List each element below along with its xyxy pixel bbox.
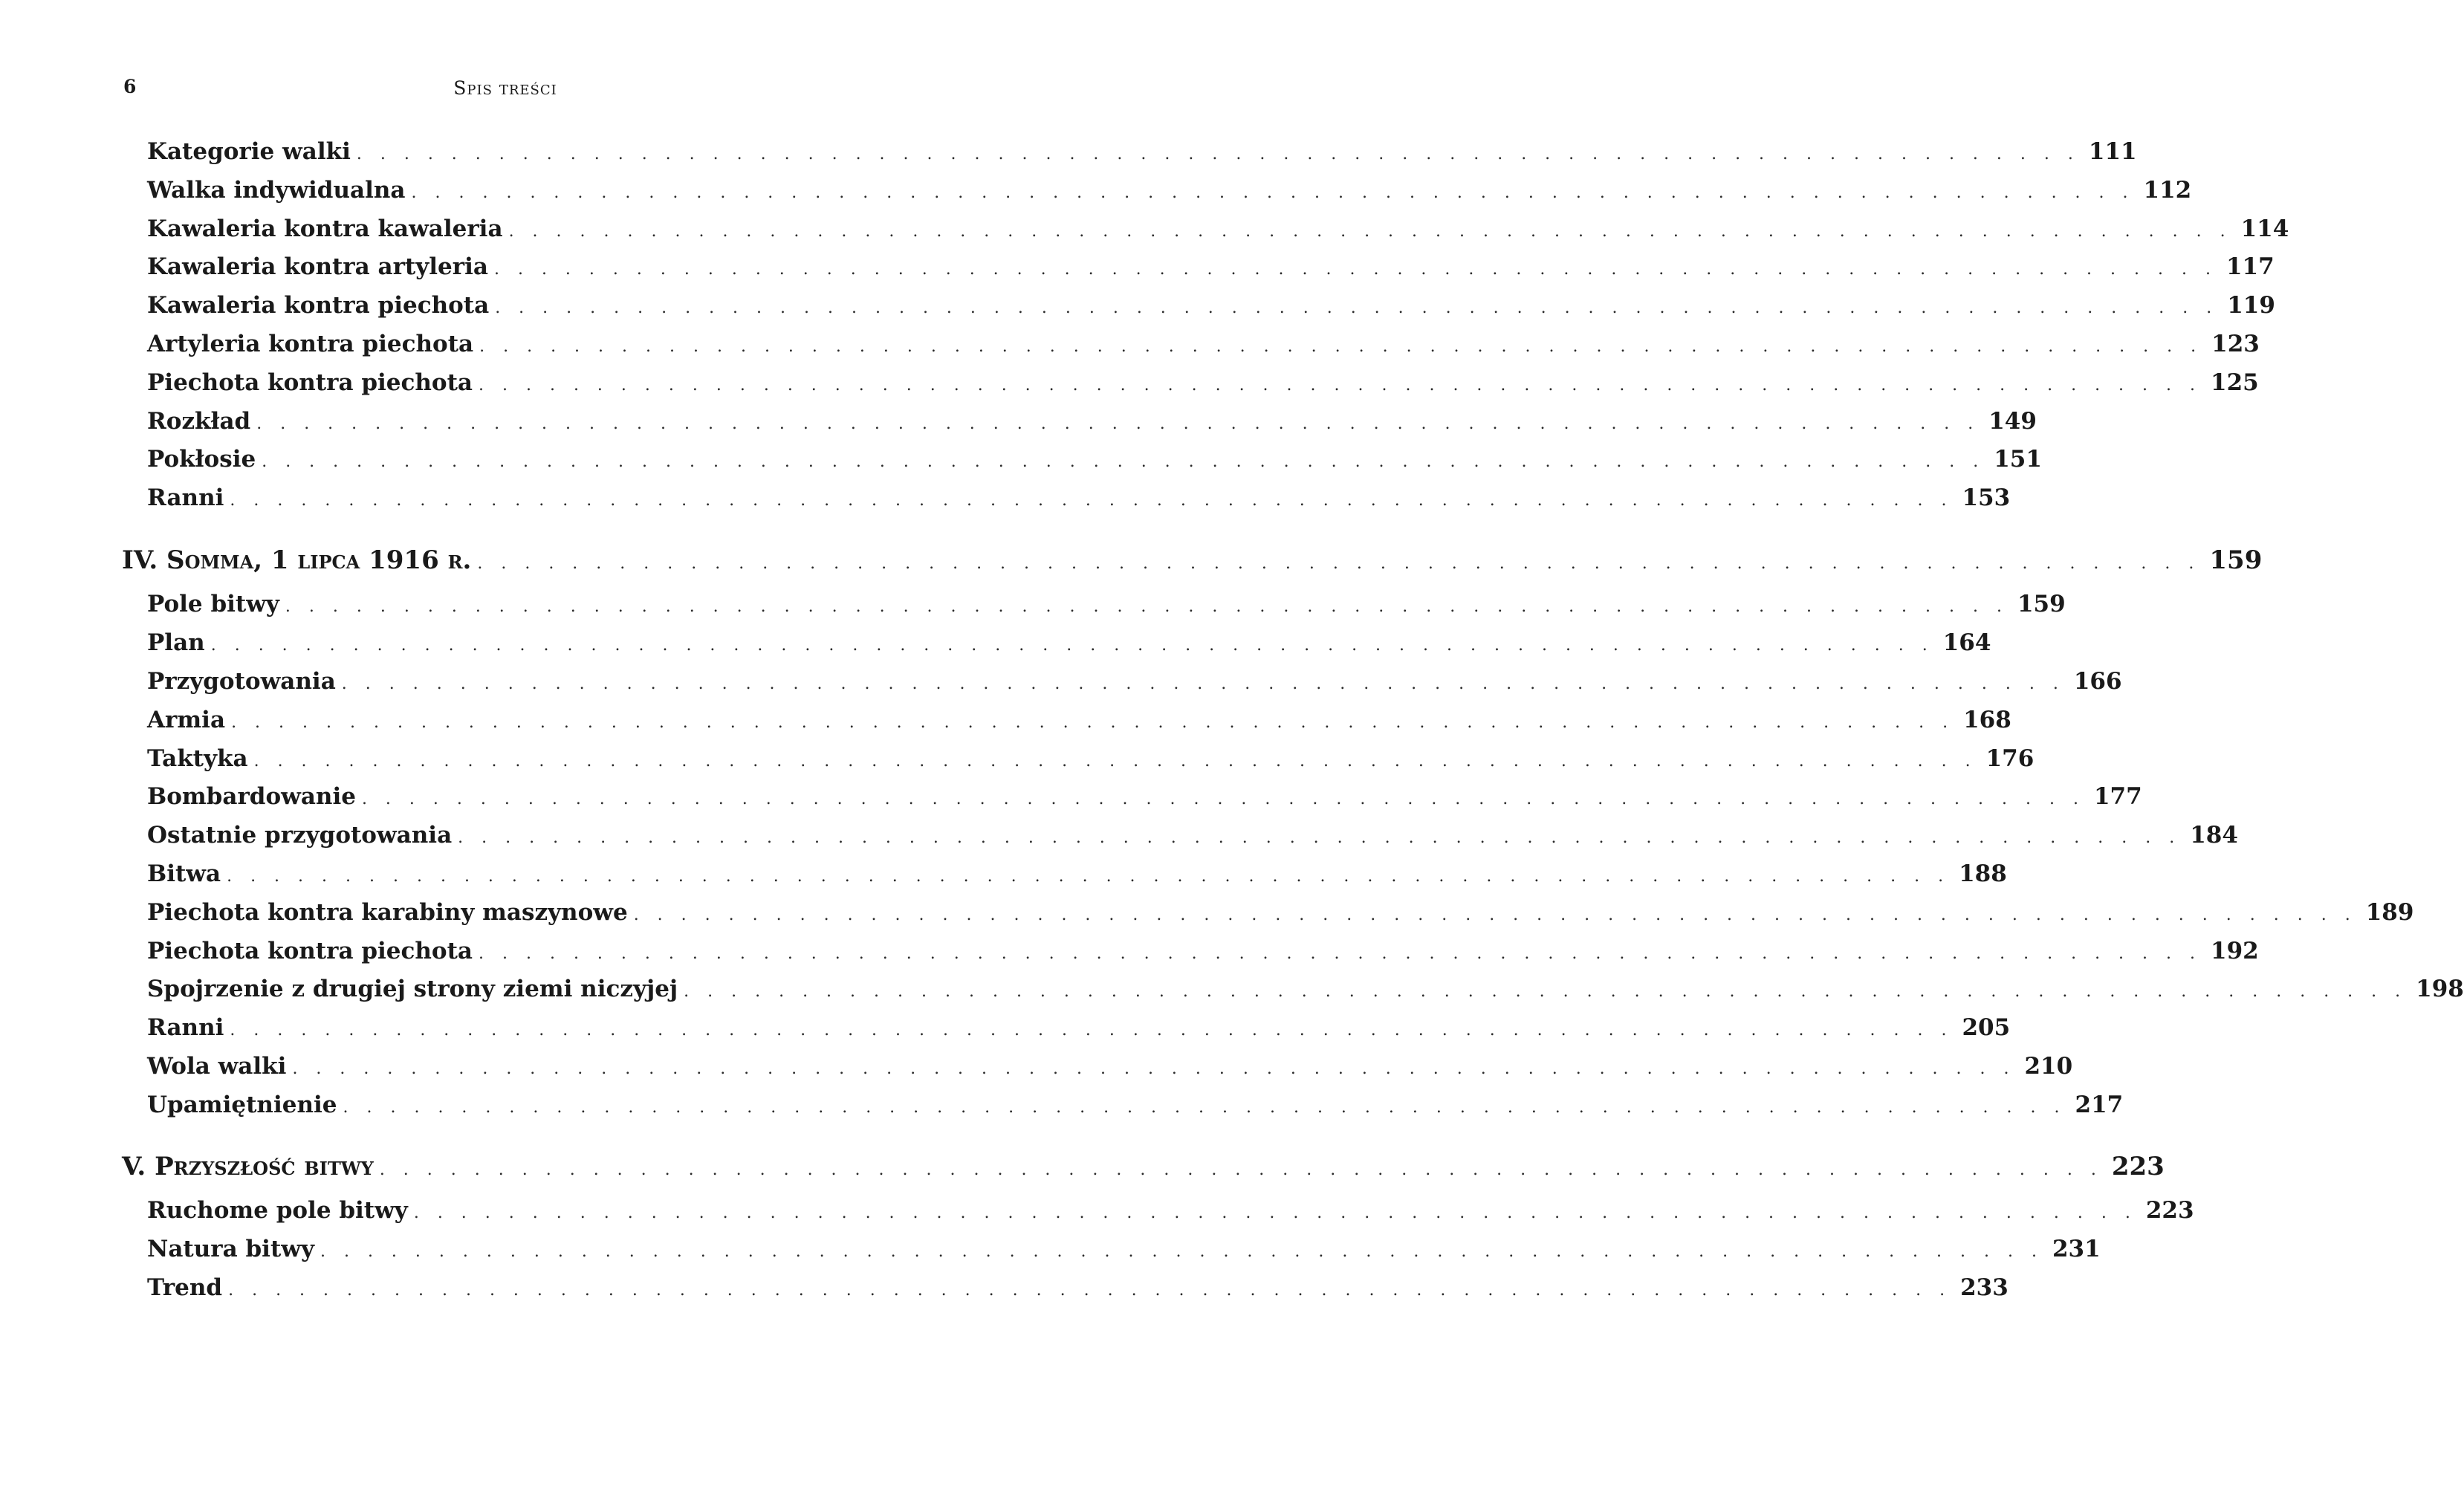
dot-leader: . . . . . . . . . . . . . . . . . . . . . . . . . . . . . . . . . . . . . . . . . . . . . . . . . . . . . . . . . . . . . . . . . . . . . . . . . bbox=[479, 944, 2202, 963]
toc-entry bbox=[147, 177, 2192, 213]
dot-leader: . . . . . . . . . . . . . . . . . . . . . . . . . . . . . . . . . . . . . . . . . . . . . . . . . . . . . . . . . . . . . . . . . . . . . . . . . bbox=[493, 260, 2217, 279]
entry-title: Trend bbox=[147, 1274, 223, 1301]
toc-entry bbox=[147, 745, 2035, 781]
dot-leader: . . . . . . . . . . . . . . . . . . . . . . . . . . . . . . . . . . . . . . . . . . . . . . . . . . . . . . . . . . . . . . . . . . . . . . . . . bbox=[262, 453, 1985, 471]
entry-page: 168 bbox=[1963, 707, 2011, 733]
entry-page: 189 bbox=[2365, 899, 2414, 926]
entry-page: 117 bbox=[2225, 253, 2275, 280]
dot-leader: . . . . . . . . . . . . . . . . . . . . . . . . . . . . . . . . . . . . . . . . . . . . . . . . . . . . . . . . . . . . . . . . . . . . . . . . . bbox=[361, 790, 2085, 808]
entry-page: 114 bbox=[2240, 215, 2289, 242]
entry-title: Piechota kontra piechota bbox=[147, 369, 473, 396]
dot-leader: . . . . . . . . . . . . . . . . . . . . . . . . . . . . . . . . . . . . . . . . . . . . . . . . . . . . . . . . . . . . . . . . . . . . . . . . . bbox=[477, 554, 2201, 573]
toc-entry bbox=[147, 860, 2007, 896]
dot-leader: . . . . . . . . . . . . . . . . . . . . . . . . . . . . . . . . . . . . . . . . . . . . . . . . . . . . . . . . . . . . . . . . . . . . . . . . . bbox=[479, 337, 2203, 356]
dot-leader: . . . . . . . . . . . . . . . . . . . . . . . . . . . . . . . . . . . . . . . . . . . . . . . . . . . . . . . . . . . . . . . . . . . . . . . . . bbox=[320, 1242, 2043, 1261]
toc-entry bbox=[147, 253, 2275, 289]
entry-title: Bombardowanie bbox=[147, 783, 356, 810]
toc-entry bbox=[147, 1274, 2009, 1310]
toc-entry bbox=[147, 1053, 2073, 1089]
entry-title: Wola walki bbox=[147, 1053, 287, 1080]
toc-entry bbox=[147, 783, 2142, 819]
entry-page: 188 bbox=[1959, 860, 2007, 887]
chapter-page: 159 bbox=[2209, 545, 2263, 575]
entry-page: 217 bbox=[2075, 1092, 2124, 1118]
entry-title: Walka indywidualna bbox=[147, 177, 406, 204]
entry-title: Ruchome pole bitwy bbox=[147, 1197, 408, 1224]
toc-entry bbox=[147, 1092, 2124, 1127]
dot-leader: . . . . . . . . . . . . . . . . . . . . . . . . . . . . . . . . . . . . . . . . . . . . . . . . . . . . . . . . . . . . . . . . . . . . . . . . . bbox=[343, 1098, 2066, 1117]
entry-page: 151 bbox=[1994, 446, 2042, 473]
dot-leader: . . . . . . . . . . . . . . . . . . . . . . . . . . . . . . . . . . . . . . . . . . . . . . . . . . . . . . . . . . . . . . . . . . . . . . . . . bbox=[256, 415, 1980, 433]
entry-title: Ostatnie przygotowania bbox=[147, 822, 453, 849]
entry-page: 233 bbox=[1960, 1274, 2009, 1301]
entry-page: 231 bbox=[2052, 1236, 2101, 1262]
dot-leader: . . . . . . . . . . . . . . . . . . . . . . . . . . . . . . . . . . . . . . . . . . . . . . . . . . . . . . . . . . . . . . . . . . . . . . . . . bbox=[210, 636, 1934, 655]
entry-title: Pokłosie bbox=[147, 446, 256, 473]
dot-leader: . . . . . . . . . . . . . . . . . . . . . . . . . . . . . . . . . . . . . . . . . . . . . . . . . . . . . . . . . . . . . . . . . . . . . . . . . bbox=[684, 982, 2408, 1001]
running-head: Spis treści bbox=[453, 77, 557, 99]
toc-entry bbox=[147, 1014, 2011, 1050]
toc-entry bbox=[147, 369, 2259, 405]
dot-leader: . . . . . . . . . . . . . . . . . . . . . . . . . . . . . . . . . . . . . . . . . . . . . . . . . . . . . . . . . . . . . . . . . . . . . . . . . bbox=[227, 867, 1951, 886]
entry-title: Artyleria kontra piechota bbox=[147, 331, 474, 357]
chapter-page: 223 bbox=[2111, 1152, 2165, 1181]
toc-entry bbox=[147, 976, 2464, 1011]
dot-leader: . . . . . . . . . . . . . . . . . . . . . . . . . . . . . . . . . . . . . . . . . . . . . . . . . . . . . . . . . . . . . . . . . . . . . . . . . bbox=[379, 1161, 2103, 1179]
entry-title: Piechota kontra piechota bbox=[147, 938, 473, 964]
toc-entry bbox=[147, 938, 2259, 973]
entry-title: Kawaleria kontra artyleria bbox=[147, 253, 488, 280]
chapter-title: IV. Somma, 1 lipca 1916 r. bbox=[122, 545, 472, 575]
entry-page: 149 bbox=[1988, 408, 2037, 435]
entry-page: 125 bbox=[2211, 369, 2259, 396]
entry-title: Armia bbox=[147, 707, 226, 733]
entry-page: 112 bbox=[2143, 177, 2192, 204]
toc-entry bbox=[147, 138, 2137, 174]
toc-entry bbox=[147, 408, 2037, 444]
entry-title: Spojrzenie z drugiej strony ziemi niczyjej bbox=[147, 976, 678, 1002]
toc-entry bbox=[147, 484, 2011, 520]
entry-title: Kategorie walki bbox=[147, 138, 351, 165]
toc-entry bbox=[147, 331, 2260, 366]
entry-page: 177 bbox=[2093, 783, 2142, 810]
entry-page: 223 bbox=[2145, 1197, 2194, 1224]
dot-leader: . . . . . . . . . . . . . . . . . . . . . . . . . . . . . . . . . . . . . . . . . . . . . . . . . . . . . . . . . . . . . . . . . . . . . . . . . bbox=[413, 1204, 2137, 1222]
chapter-title: V. Przyszłość bitwy bbox=[122, 1152, 374, 1181]
dot-leader: . . . . . . . . . . . . . . . . . . . . . . . . . . . . . . . . . . . . . . . . . . . . . . . . . . . . . . . . . . . . . . . . . . . . . . . . . bbox=[231, 713, 1955, 732]
dot-leader: . . . . . . . . . . . . . . . . . . . . . . . . . . . . . . . . . . . . . . . . . . . . . . . . . . . . . . . . . . . . . . . . . . . . . . . . . bbox=[479, 376, 2202, 395]
dot-leader: . . . . . . . . . . . . . . . . . . . . . . . . . . . . . . . . . . . . . . . . . . . . . . . . . . . . . . . . . . . . . . . . . . . . . . . . . bbox=[495, 299, 2219, 317]
entry-page: 123 bbox=[2211, 331, 2260, 357]
entry-page: 184 bbox=[2190, 822, 2238, 849]
dot-leader: . . . . . . . . . . . . . . . . . . . . . . . . . . . . . . . . . . . . . . . . . . . . . . . . . . . . . . . . . . . . . . . . . . . . . . . . . bbox=[508, 222, 2232, 241]
entry-title: Plan bbox=[147, 629, 205, 656]
toc-entry bbox=[147, 215, 2289, 251]
dot-leader: . . . . . . . . . . . . . . . . . . . . . . . . . . . . . . . . . . . . . . . . . . . . . . . . . . . . . . . . . . . . . . . . . . . . . . . . . bbox=[356, 145, 2080, 163]
entry-page: 198 bbox=[2416, 976, 2464, 1002]
entry-title: Rozkład bbox=[147, 408, 251, 435]
entry-page: 164 bbox=[1942, 629, 1991, 656]
entry-title: Kawaleria kontra kawaleria bbox=[147, 215, 503, 242]
entry-title: Przygotowania bbox=[147, 668, 336, 695]
page-number: 6 bbox=[123, 76, 137, 97]
entry-page: 153 bbox=[1962, 484, 2011, 511]
dot-leader: . . . . . . . . . . . . . . . . . . . . . . . . . . . . . . . . . . . . . . . . . . . . . . . . . . . . . . . . . . . . . . . . . . . . . . . . . bbox=[292, 1060, 2016, 1078]
entry-title: Taktyka bbox=[147, 745, 248, 772]
dot-leader: . . . . . . . . . . . . . . . . . . . . . . . . . . . . . . . . . . . . . . . . . . . . . . . . . . . . . . . . . . . . . . . . . . . . . . . . . bbox=[633, 906, 2357, 924]
toc-entry bbox=[147, 591, 2066, 626]
toc-entry bbox=[147, 292, 2275, 328]
entry-title: Natura bitwy bbox=[147, 1236, 314, 1262]
dot-leader: . . . . . . . . . . . . . . . . . . . . . . . . . . . . . . . . . . . . . . . . . . . . . . . . . . . . . . . . . . . . . . . . . . . . . . . . . bbox=[253, 752, 1977, 771]
entry-page: 205 bbox=[1962, 1014, 2011, 1041]
toc-entry bbox=[147, 899, 2414, 935]
dot-leader: . . . . . . . . . . . . . . . . . . . . . . . . . . . . . . . . . . . . . . . . . . . . . . . . . . . . . . . . . . . . . . . . . . . . . . . . . bbox=[341, 675, 2065, 693]
toc-entry bbox=[147, 1236, 2101, 1271]
entry-page: 192 bbox=[2211, 938, 2259, 964]
toc-chapter-5 bbox=[122, 1152, 2165, 1187]
entry-title: Upamiętnienie bbox=[147, 1092, 337, 1118]
entry-title: Kawaleria kontra piechota bbox=[147, 292, 490, 319]
toc-entry bbox=[147, 707, 2011, 742]
entry-page: 159 bbox=[2017, 591, 2066, 617]
toc-entry bbox=[147, 629, 1991, 665]
dot-leader: . . . . . . . . . . . . . . . . . . . . . . . . . . . . . . . . . . . . . . . . . . . . . . . . . . . . . . . . . . . . . . . . . . . . . . . . . bbox=[411, 184, 2135, 202]
entry-page: 210 bbox=[2024, 1053, 2073, 1080]
toc-entry bbox=[147, 822, 2238, 857]
dot-leader: . . . . . . . . . . . . . . . . . . . . . . . . . . . . . . . . . . . . . . . . . . . . . . . . . . . . . . . . . . . . . . . . . . . . . . . . . bbox=[458, 828, 2182, 847]
toc-entry bbox=[147, 1197, 2194, 1233]
dot-leader: . . . . . . . . . . . . . . . . . . . . . . . . . . . . . . . . . . . . . . . . . . . . . . . . . . . . . . . . . . . . . . . . . . . . . . . . . bbox=[285, 597, 2009, 616]
entry-page: 111 bbox=[2088, 138, 2137, 165]
toc-entry bbox=[147, 668, 2122, 704]
toc-entry bbox=[147, 446, 2042, 481]
entry-title: Ranni bbox=[147, 484, 224, 511]
entry-title: Pole bitwy bbox=[147, 591, 279, 617]
dot-leader: . . . . . . . . . . . . . . . . . . . . . . . . . . . . . . . . . . . . . . . . . . . . . . . . . . . . . . . . . . . . . . . . . . . . . . . . . bbox=[230, 1021, 1954, 1040]
dot-leader: . . . . . . . . . . . . . . . . . . . . . . . . . . . . . . . . . . . . . . . . . . . . . . . . . . . . . . . . . . . . . . . . . . . . . . . . . bbox=[228, 1281, 1952, 1300]
toc-chapter-4 bbox=[122, 545, 2263, 581]
entry-page: 176 bbox=[1985, 745, 2035, 772]
entry-title: Bitwa bbox=[147, 860, 221, 887]
entry-title: Piechota kontra karabiny maszynowe bbox=[147, 899, 628, 926]
entry-page: 119 bbox=[2227, 292, 2275, 319]
entry-page: 166 bbox=[2073, 668, 2122, 695]
entry-title: Ranni bbox=[147, 1014, 224, 1041]
dot-leader: . . . . . . . . . . . . . . . . . . . . . . . . . . . . . . . . . . . . . . . . . . . . . . . . . . . . . . . . . . . . . . . . . . . . . . . . . bbox=[230, 491, 1954, 510]
